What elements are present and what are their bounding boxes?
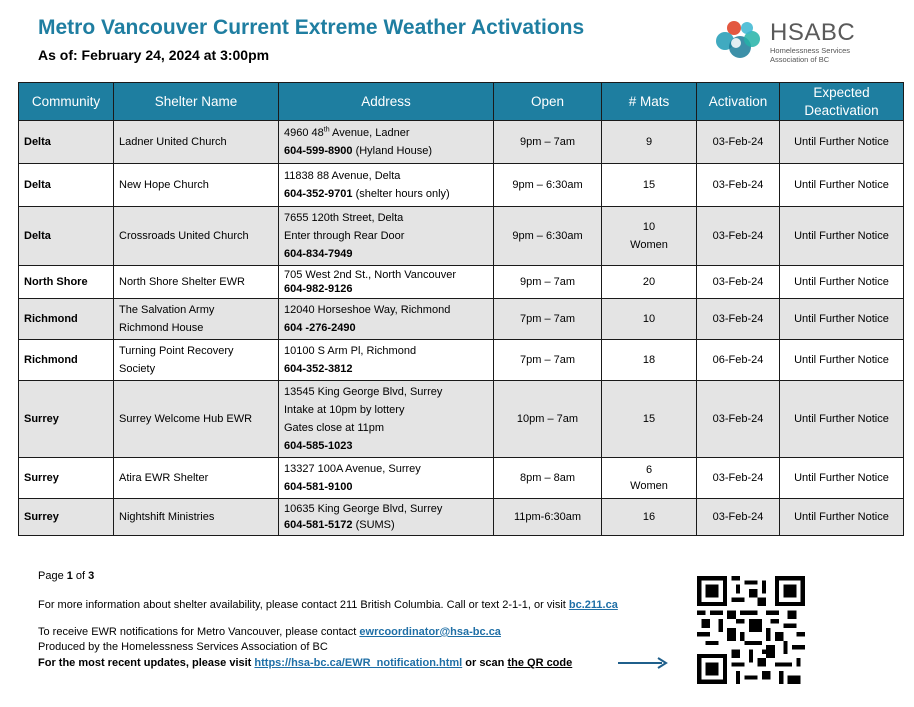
address-cell <box>279 121 494 164</box>
open-hours-cell: 9pm – 6:30am <box>494 207 602 266</box>
phone-line <box>284 319 488 337</box>
phone-number: 604-585-1023 <box>284 440 353 452</box>
shelter-name: The Salvation Army <box>119 304 215 316</box>
phone-line <box>284 478 488 496</box>
table-row <box>19 458 904 499</box>
mats-cell: 15 <box>602 381 697 458</box>
table-row <box>19 340 904 381</box>
deactivation-cell: Until Further Notice <box>780 299 904 340</box>
address-cell <box>279 381 494 458</box>
community-cell: Richmond <box>19 299 114 340</box>
address-cell <box>279 458 494 499</box>
column-header: Community <box>19 83 114 121</box>
open-hours-cell: 9pm – 7am <box>494 266 602 299</box>
updates-line: For the most recent updates, please visit https://hsa-bc.ca/EWR_notification.html or scan the QR code <box>38 657 573 669</box>
address-line: 10100 S Arm Pl, Richmond <box>284 345 417 357</box>
logo-subtitle: Homelessness Services Association of BC <box>770 46 851 64</box>
shelter-name: Ladner United Church <box>119 136 227 148</box>
shelter-name: New Hope Church <box>119 179 209 191</box>
mats-cell: 16 <box>602 499 697 536</box>
mats-cell: 9 <box>602 121 697 164</box>
deactivation-cell: Until Further Notice <box>780 340 904 381</box>
activation-cell: 03-Feb-24 <box>697 121 780 164</box>
address-cell <box>279 164 494 207</box>
activation-cell: 06-Feb-24 <box>697 340 780 381</box>
hsabc-logo-icon <box>714 17 764 63</box>
table-row <box>19 121 904 164</box>
shelter-name-cell <box>114 121 279 164</box>
column-header: # Mats <box>602 83 697 121</box>
address-cell <box>279 340 494 381</box>
open-hours-cell: 7pm – 7am <box>494 340 602 381</box>
shelter-table <box>18 82 904 536</box>
address-line: 13327 100A Avenue, Surrey <box>284 463 421 475</box>
mats-cell: 10 Women <box>602 207 697 266</box>
community-cell: Surrey <box>19 499 114 536</box>
qr-code-icon[interactable] <box>697 576 805 684</box>
activation-cell: 03-Feb-24 <box>697 266 780 299</box>
deactivation-cell: Until Further Notice <box>780 499 904 536</box>
address-cell <box>279 499 494 536</box>
notify-line: To receive EWR notifications for Metro Vancouver, please contact ewrcoordinator@hsa-bc.ca <box>38 626 501 638</box>
phone-line <box>284 282 488 296</box>
address-line: Enter through Rear Door <box>284 230 405 242</box>
table-row <box>19 299 904 340</box>
address-cell <box>279 207 494 266</box>
shelter-name-cell <box>114 340 279 381</box>
table-row <box>19 164 904 207</box>
mats-cell: 6 Women <box>602 458 697 499</box>
as-of-date: As of: February 24, 2024 at 3:00pm <box>38 47 270 63</box>
phone-number: 604-581-9100 <box>284 481 353 493</box>
address-line: Intake at 10pm by lottery <box>284 404 405 416</box>
shelter-name: Richmond House <box>119 322 204 334</box>
deactivation-cell: Until Further Notice <box>780 207 904 266</box>
table-row <box>19 207 904 266</box>
address-line: 7655 120th Street, Delta <box>284 212 404 224</box>
deactivation-cell: Until Further Notice <box>780 121 904 164</box>
shelter-name-cell <box>114 381 279 458</box>
logo-name: HSABC <box>770 19 856 46</box>
phone-number: 604 -276-2490 <box>284 322 356 334</box>
shelter-name: Surrey Welcome Hub EWR <box>119 413 253 425</box>
page-title: Metro Vancouver Current Extreme Weather Activations <box>38 16 585 39</box>
shelter-name-cell <box>114 207 279 266</box>
mats-cell: 10 <box>602 299 697 340</box>
activation-cell: 03-Feb-24 <box>697 299 780 340</box>
table-row <box>19 381 904 458</box>
shelter-name: Crossroads United Church <box>119 230 249 242</box>
community-cell: Delta <box>19 121 114 164</box>
shelter-name: Nightshift Ministries <box>119 511 215 523</box>
phone-line: 604-352-9701 (shelter hours only) <box>284 188 450 200</box>
phone-line: 604-581-5172 (SUMS) <box>284 519 395 531</box>
open-hours-cell: 8pm – 8am <box>494 458 602 499</box>
mats-cell: 20 <box>602 266 697 299</box>
activation-cell: 03-Feb-24 <box>697 164 780 207</box>
produced-by: Produced by the Homelessness Services Association of BC <box>38 641 328 653</box>
shelter-name-cell <box>114 499 279 536</box>
shelter-name-cell <box>114 266 279 299</box>
phone-line <box>284 437 488 455</box>
column-header: Expected Deactivation <box>780 83 904 121</box>
column-header: Open <box>494 83 602 121</box>
address-line: 12040 Horseshoe Way, Richmond <box>284 304 451 316</box>
activation-cell: 03-Feb-24 <box>697 381 780 458</box>
phone-line <box>284 245 488 263</box>
shelter-name: Society <box>119 363 156 375</box>
column-header: Shelter Name <box>114 83 279 121</box>
phone-number: 604-581-5172 <box>284 519 353 531</box>
open-hours-cell: 7pm – 7am <box>494 299 602 340</box>
hsabc-logo <box>714 17 884 65</box>
shelter-name: North Shore Shelter EWR <box>119 276 245 288</box>
community-cell: North Shore <box>19 266 114 299</box>
phone-line <box>284 360 488 378</box>
column-header: Address <box>279 83 494 121</box>
shelter-name: Atira EWR Shelter <box>119 472 209 484</box>
deactivation-cell: Until Further Notice <box>780 164 904 207</box>
address-line: 4960 48th Avenue, Ladner <box>284 126 410 139</box>
phone-number: 604-982-9126 <box>284 283 353 295</box>
deactivation-cell: Until Further Notice <box>780 266 904 299</box>
phone-line: 604-599-8900 (Hyland House) <box>284 145 432 157</box>
shelter-name: Turning Point Recovery <box>119 345 234 357</box>
column-header: Activation <box>697 83 780 121</box>
address-line: 10635 King George Blvd, Surrey <box>284 503 443 515</box>
deactivation-cell: Until Further Notice <box>780 458 904 499</box>
phone-number: 604-834-7949 <box>284 248 353 260</box>
open-hours-cell: 9pm – 6:30am <box>494 164 602 207</box>
address-line: 11838 88 Avenue, Delta <box>284 170 401 182</box>
activation-cell: 03-Feb-24 <box>697 207 780 266</box>
email-link[interactable]: ewrcoordinator@hsa-bc.ca <box>359 626 501 638</box>
phone-number: 604-352-9701 <box>284 188 353 200</box>
address-cell <box>279 266 494 299</box>
shelter-name-cell <box>114 458 279 499</box>
notification-page-link[interactable]: https://hsa-bc.ca/EWR_notification.html <box>254 657 463 669</box>
community-cell: Delta <box>19 207 114 266</box>
address-cell <box>279 299 494 340</box>
table-header-row <box>19 83 904 121</box>
table-row <box>19 499 904 536</box>
activation-cell: 03-Feb-24 <box>697 458 780 499</box>
open-hours-cell: 10pm – 7am <box>494 381 602 458</box>
open-hours-cell: 9pm – 7am <box>494 121 602 164</box>
page-number: Page 1 of 3 <box>38 570 95 582</box>
qr-reference: the QR code <box>507 657 573 669</box>
address-line: 705 West 2nd St., North Vancouver <box>284 269 457 281</box>
mats-cell: 15 <box>602 164 697 207</box>
community-cell: Surrey <box>19 381 114 458</box>
arrow-right-icon <box>618 657 670 669</box>
more-info-line: For more information about shelter availability, please contact 211 British Columbia. Call or text 2-1-1, or visit bc.211.ca <box>38 599 618 611</box>
activation-cell: 03-Feb-24 <box>697 499 780 536</box>
phone-number: 604-352-3812 <box>284 363 353 375</box>
community-cell: Richmond <box>19 340 114 381</box>
mats-cell: 18 <box>602 340 697 381</box>
open-hours-cell: 11pm-6:30am <box>494 499 602 536</box>
shelter-name-cell <box>114 164 279 207</box>
shelter-name-cell <box>114 299 279 340</box>
address-line: Gates close at 11pm <box>284 422 385 434</box>
bc211-link[interactable]: bc.211.ca <box>568 599 618 611</box>
deactivation-cell: Until Further Notice <box>780 381 904 458</box>
community-cell: Surrey <box>19 458 114 499</box>
phone-number: 604-599-8900 <box>284 145 353 157</box>
community-cell: Delta <box>19 164 114 207</box>
address-line: 13545 King George Blvd, Surrey <box>284 386 443 398</box>
table-row <box>19 266 904 299</box>
